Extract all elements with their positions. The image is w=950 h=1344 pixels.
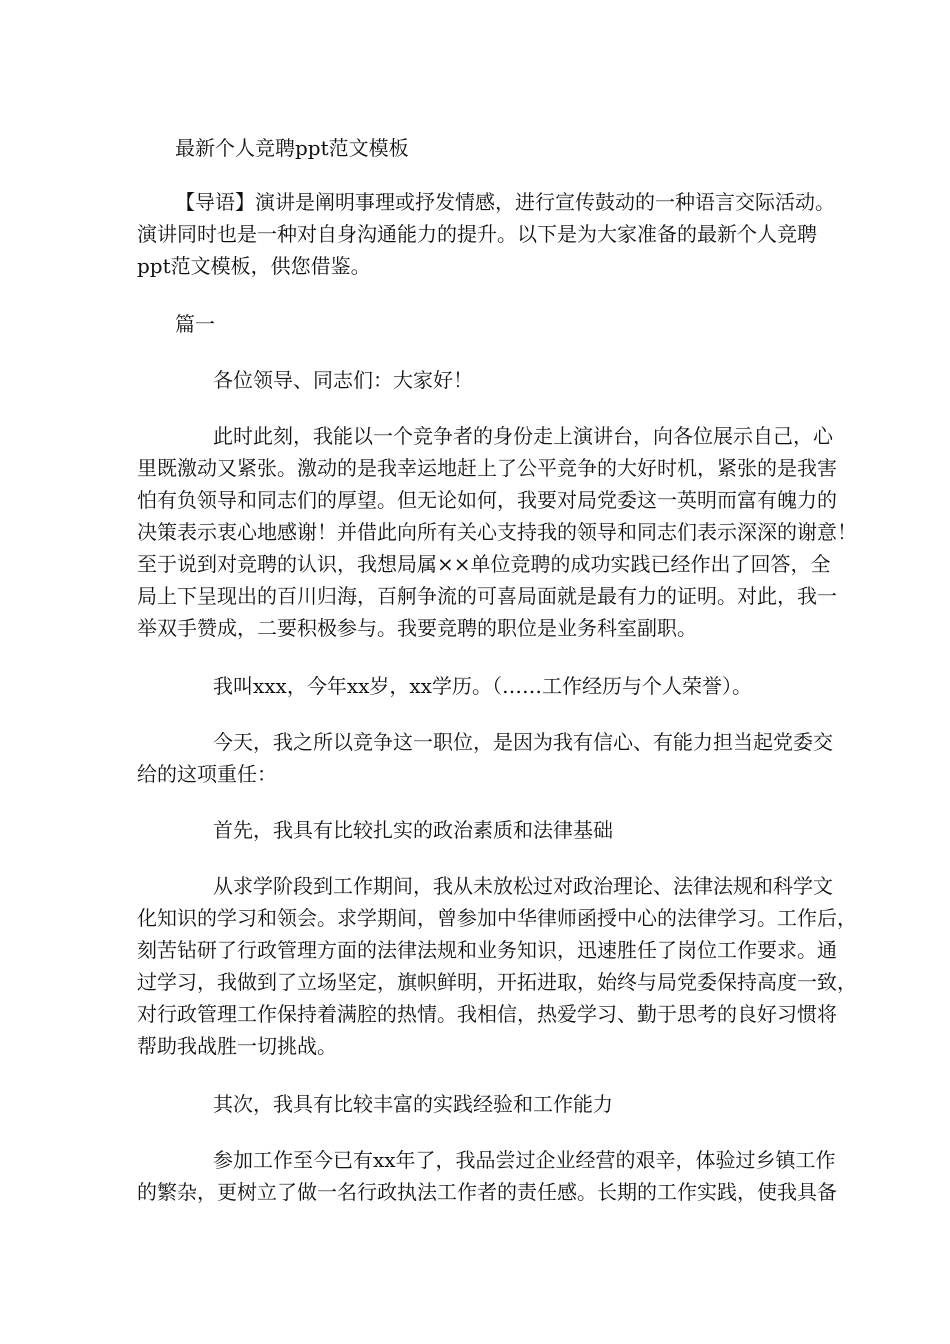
subheading-1: [137, 814, 817, 846]
greeting-text: 各位领导、同志们：大家好！: [213, 368, 473, 392]
document-title: [137, 132, 817, 164]
subheading-text: 其次，我具有比较丰富的实践经验和工作能力: [213, 1092, 613, 1116]
paragraph-line: 的繁杂，更树立了做一名行政执法工作者的责任感。长期的工作实践，使我具备: [137, 1180, 837, 1204]
paragraph-line: 里既激动又紧张。激动的是我幸运地赶上了公平竞争的大好时机，紧张的是我害: [137, 456, 837, 480]
paragraph-line: 我叫xxx，今年xx岁，xx学历。（……工作经历与个人荣誉）。: [213, 674, 752, 698]
subheading-2: [137, 1088, 817, 1120]
paragraph-3: [137, 726, 833, 790]
paragraph-line: 帮助我战胜一切挑战。: [137, 1034, 337, 1058]
paragraph-line: 过学习，我做到了立场坚定，旗帜鲜明，开拓进取，始终与局党委保持高度一致，: [137, 970, 857, 994]
title-line: 最新个人竞聘ppt范文模板: [175, 136, 409, 160]
paragraph-line: 此时此刻，我能以一个竞争者的身份走上演讲台，向各位展示自己，心: [213, 424, 833, 448]
paragraph-line: 今天，我之所以竞争这一职位，是因为我有信心、有能力担当起党委交: [213, 730, 833, 754]
paragraph-line: 对行政管理工作保持着满腔的热情。我相信，热爱学习、勤于思考的良好习惯将: [137, 1002, 837, 1026]
paragraph-line: 刻苦钻研了行政管理方面的法律法规和业务知识，迅速胜任了岗位工作要求。通: [137, 938, 837, 962]
paragraph-line: 至于说到对竞聘的认识，我想局属××单位竞聘的成功实践已经作出了回答，全: [137, 552, 831, 576]
paragraph-line: 化知识的学习和领会。求学期间，曾参加中华律师函授中心的法律学习。工作后，: [137, 906, 857, 930]
subheading-text: 首先，我具有比较扎实的政治素质和法律基础: [213, 818, 613, 842]
paragraph-line: 怕有负领导和同志们的厚望。但无论如何，我要对局党委这一英明而富有魄力的: [137, 488, 837, 512]
intro-line: 【导语】演讲是阐明事理或抒发情感，进行宣传鼓动的一种语言交际活动。: [175, 190, 835, 214]
intro-paragraph: [137, 186, 835, 282]
paragraph-line: 决策表示衷心地感谢！并借此向所有关心支持我的领导和同志们表示深深的谢意！: [137, 520, 857, 544]
paragraph-line: 给的这项重任：: [137, 762, 277, 786]
paragraph-line: 从求学阶段到工作期间，我从未放松过对政治理论、法律法规和科学文: [213, 874, 833, 898]
paragraph-4: [137, 870, 857, 1062]
paragraph-2: [137, 670, 817, 702]
intro-line: 演讲同时也是一种对自身沟通能力的提升。以下是为大家准备的最新个人竞聘: [137, 222, 817, 246]
greeting: [137, 364, 817, 396]
paragraph-line: 局上下呈现出的百川归海，百舸争流的可喜局面就是最有力的证明。对此，我一: [137, 584, 837, 608]
paragraph-1: [137, 420, 857, 644]
section-heading: [137, 308, 817, 340]
intro-line: ppt范文模板，供您借鉴。: [137, 254, 371, 278]
section-heading-text: 篇一: [175, 312, 215, 336]
paragraph-line: 参加工作至今已有xx年了，我品尝过企业经营的艰辛，体验过乡镇工作: [213, 1148, 836, 1172]
paragraph-5: [137, 1144, 837, 1208]
paragraph-line: 举双手赞成，二要积极参与。我要竞聘的职位是业务科室副职。: [137, 616, 697, 640]
